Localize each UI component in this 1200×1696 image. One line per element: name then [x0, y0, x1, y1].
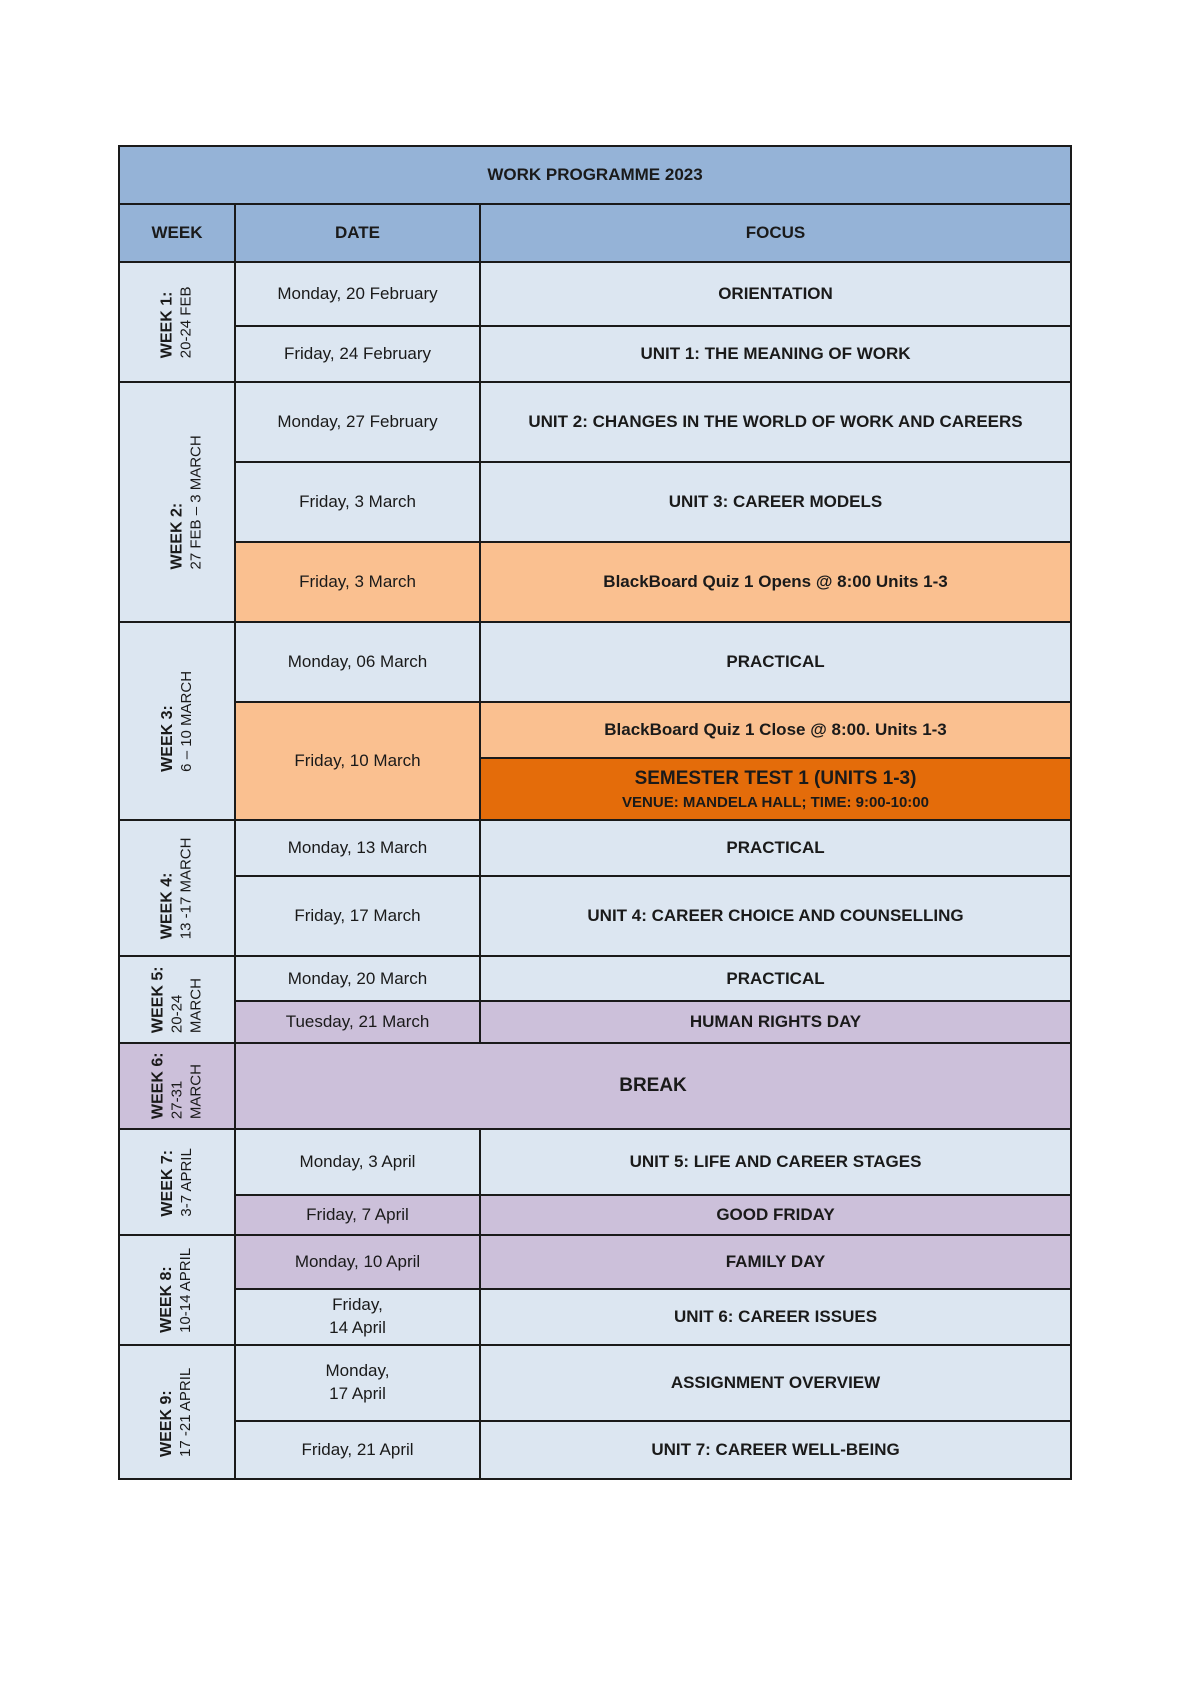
date-line: 14 April [329, 1318, 386, 1337]
week-title: WEEK 2: [168, 502, 186, 570]
table-row [119, 1129, 1071, 1195]
header-week: WEEK [119, 204, 235, 262]
holiday-cell: FAMILY DAY [480, 1235, 1071, 1289]
week-range: 10-14 APRIL [177, 1247, 195, 1333]
work-programme-table [118, 145, 1072, 1480]
holiday-cell: GOOD FRIDAY [480, 1195, 1071, 1235]
header-row [119, 204, 1071, 262]
table-row [119, 462, 1071, 542]
table-title: WORK PROGRAMME 2023 [119, 146, 1071, 204]
week-5-label [119, 956, 235, 1043]
week-range: 6 – 10 MARCH [177, 670, 195, 772]
week-title: WEEK 4: [158, 872, 176, 939]
date-cell: Friday, 3 March [235, 542, 480, 622]
week-title: WEEK 7: [158, 1149, 176, 1217]
header-focus: FOCUS [480, 204, 1071, 262]
table-row [119, 1421, 1071, 1479]
week-title: WEEK 3: [158, 704, 176, 772]
date-cell: Friday, 7 April [235, 1195, 480, 1235]
header-date: DATE [235, 204, 480, 262]
focus-cell: UNIT 3: CAREER MODELS [480, 462, 1071, 542]
table-row [119, 262, 1071, 326]
focus-cell: PRACTICAL [480, 622, 1071, 702]
date-cell: Monday, 27 February [235, 382, 480, 462]
week-range: 27 FEB – 3 MARCH [187, 434, 205, 570]
focus-cell: UNIT 7: CAREER WELL-BEING [480, 1421, 1071, 1479]
table-row [119, 702, 1071, 758]
date-cell: Monday, 13 March [235, 820, 480, 876]
table-row [119, 820, 1071, 876]
break-cell: BREAK [235, 1043, 1071, 1129]
table-row [119, 1345, 1071, 1421]
date-line: Monday, [325, 1361, 390, 1381]
week-6-label [119, 1043, 235, 1129]
semester-test-venue: VENUE: MANDELA HALL; TIME: 9:00-10:00 [622, 793, 929, 811]
date-cell: Friday, 10 March [235, 702, 480, 820]
semester-test-cell [480, 758, 1071, 820]
table-row [119, 1001, 1071, 1043]
week-title: WEEK 6: [149, 1052, 167, 1120]
quiz-open-cell: BlackBoard Quiz 1 Opens @ 8:00 Units 1-3 [480, 542, 1071, 622]
date-cell: Monday, 3 April [235, 1129, 480, 1195]
week-title: WEEK 1: [158, 291, 176, 358]
week-range: 27-31 [168, 1080, 186, 1120]
date-line: 17 April [329, 1384, 386, 1403]
week-4-label [119, 820, 235, 956]
week-range: 3-7 APRIL [177, 1147, 195, 1217]
table-row [119, 382, 1071, 462]
week-9-label [119, 1345, 235, 1479]
week-8-label [119, 1235, 235, 1345]
week-range: 20-24 [168, 994, 186, 1033]
focus-cell: PRACTICAL [480, 956, 1071, 1001]
week-7-label [119, 1129, 235, 1235]
date-cell: Monday, 06 March [235, 622, 480, 702]
table-row [119, 1043, 1071, 1129]
date-cell [235, 1289, 480, 1345]
focus-cell: UNIT 5: LIFE AND CAREER STAGES [480, 1129, 1071, 1195]
date-line: Friday, [332, 1295, 383, 1315]
focus-cell: UNIT 1: THE MEANING OF WORK [480, 326, 1071, 382]
week-1-label [119, 262, 235, 382]
focus-cell: ASSIGNMENT OVERVIEW [480, 1345, 1071, 1421]
date-cell: Monday, 20 February [235, 262, 480, 326]
focus-cell: UNIT 2: CHANGES IN THE WORLD OF WORK AND CAREERS [480, 382, 1071, 462]
table-row [119, 1289, 1071, 1345]
focus-cell: UNIT 6: CAREER ISSUES [480, 1289, 1071, 1345]
focus-cell: ORIENTATION [480, 262, 1071, 326]
week-title: WEEK 5: [149, 966, 167, 1033]
date-cell: Friday, 21 April [235, 1421, 480, 1479]
date-cell: Tuesday, 21 March [235, 1001, 480, 1043]
week-title: WEEK 9: [158, 1389, 176, 1457]
date-cell: Friday, 3 March [235, 462, 480, 542]
quiz-close-cell: BlackBoard Quiz 1 Close @ 8:00. Units 1-3 [480, 702, 1071, 758]
table-row [119, 542, 1071, 622]
week-range: 13 -17 MARCH [177, 837, 195, 939]
holiday-cell: HUMAN RIGHTS DAY [480, 1001, 1071, 1043]
week-range: MARCH [186, 1064, 204, 1120]
date-cell: Friday, 24 February [235, 326, 480, 382]
date-cell: Monday, 20 March [235, 956, 480, 1001]
focus-cell: PRACTICAL [480, 820, 1071, 876]
week-range: 17 -21 APRIL [177, 1367, 195, 1457]
date-cell: Monday, 10 April [235, 1235, 480, 1289]
table-row [119, 1235, 1071, 1289]
table-row [119, 876, 1071, 956]
table-row [119, 1195, 1071, 1235]
date-cell [235, 1345, 480, 1421]
table-row [119, 326, 1071, 382]
week-3-label [119, 622, 235, 820]
date-cell: Friday, 17 March [235, 876, 480, 956]
table-row [119, 956, 1071, 1001]
table-row [119, 622, 1071, 702]
week-range: 20-24 FEB [177, 286, 195, 358]
week-title: WEEK 8: [158, 1265, 176, 1333]
focus-cell: UNIT 4: CAREER CHOICE AND COUNSELLING [480, 876, 1071, 956]
title-row [119, 146, 1071, 204]
semester-test-title: SEMESTER TEST 1 (UNITS 1-3) [634, 767, 917, 789]
week-2-label [119, 382, 235, 622]
week-range: MARCH [186, 977, 204, 1033]
